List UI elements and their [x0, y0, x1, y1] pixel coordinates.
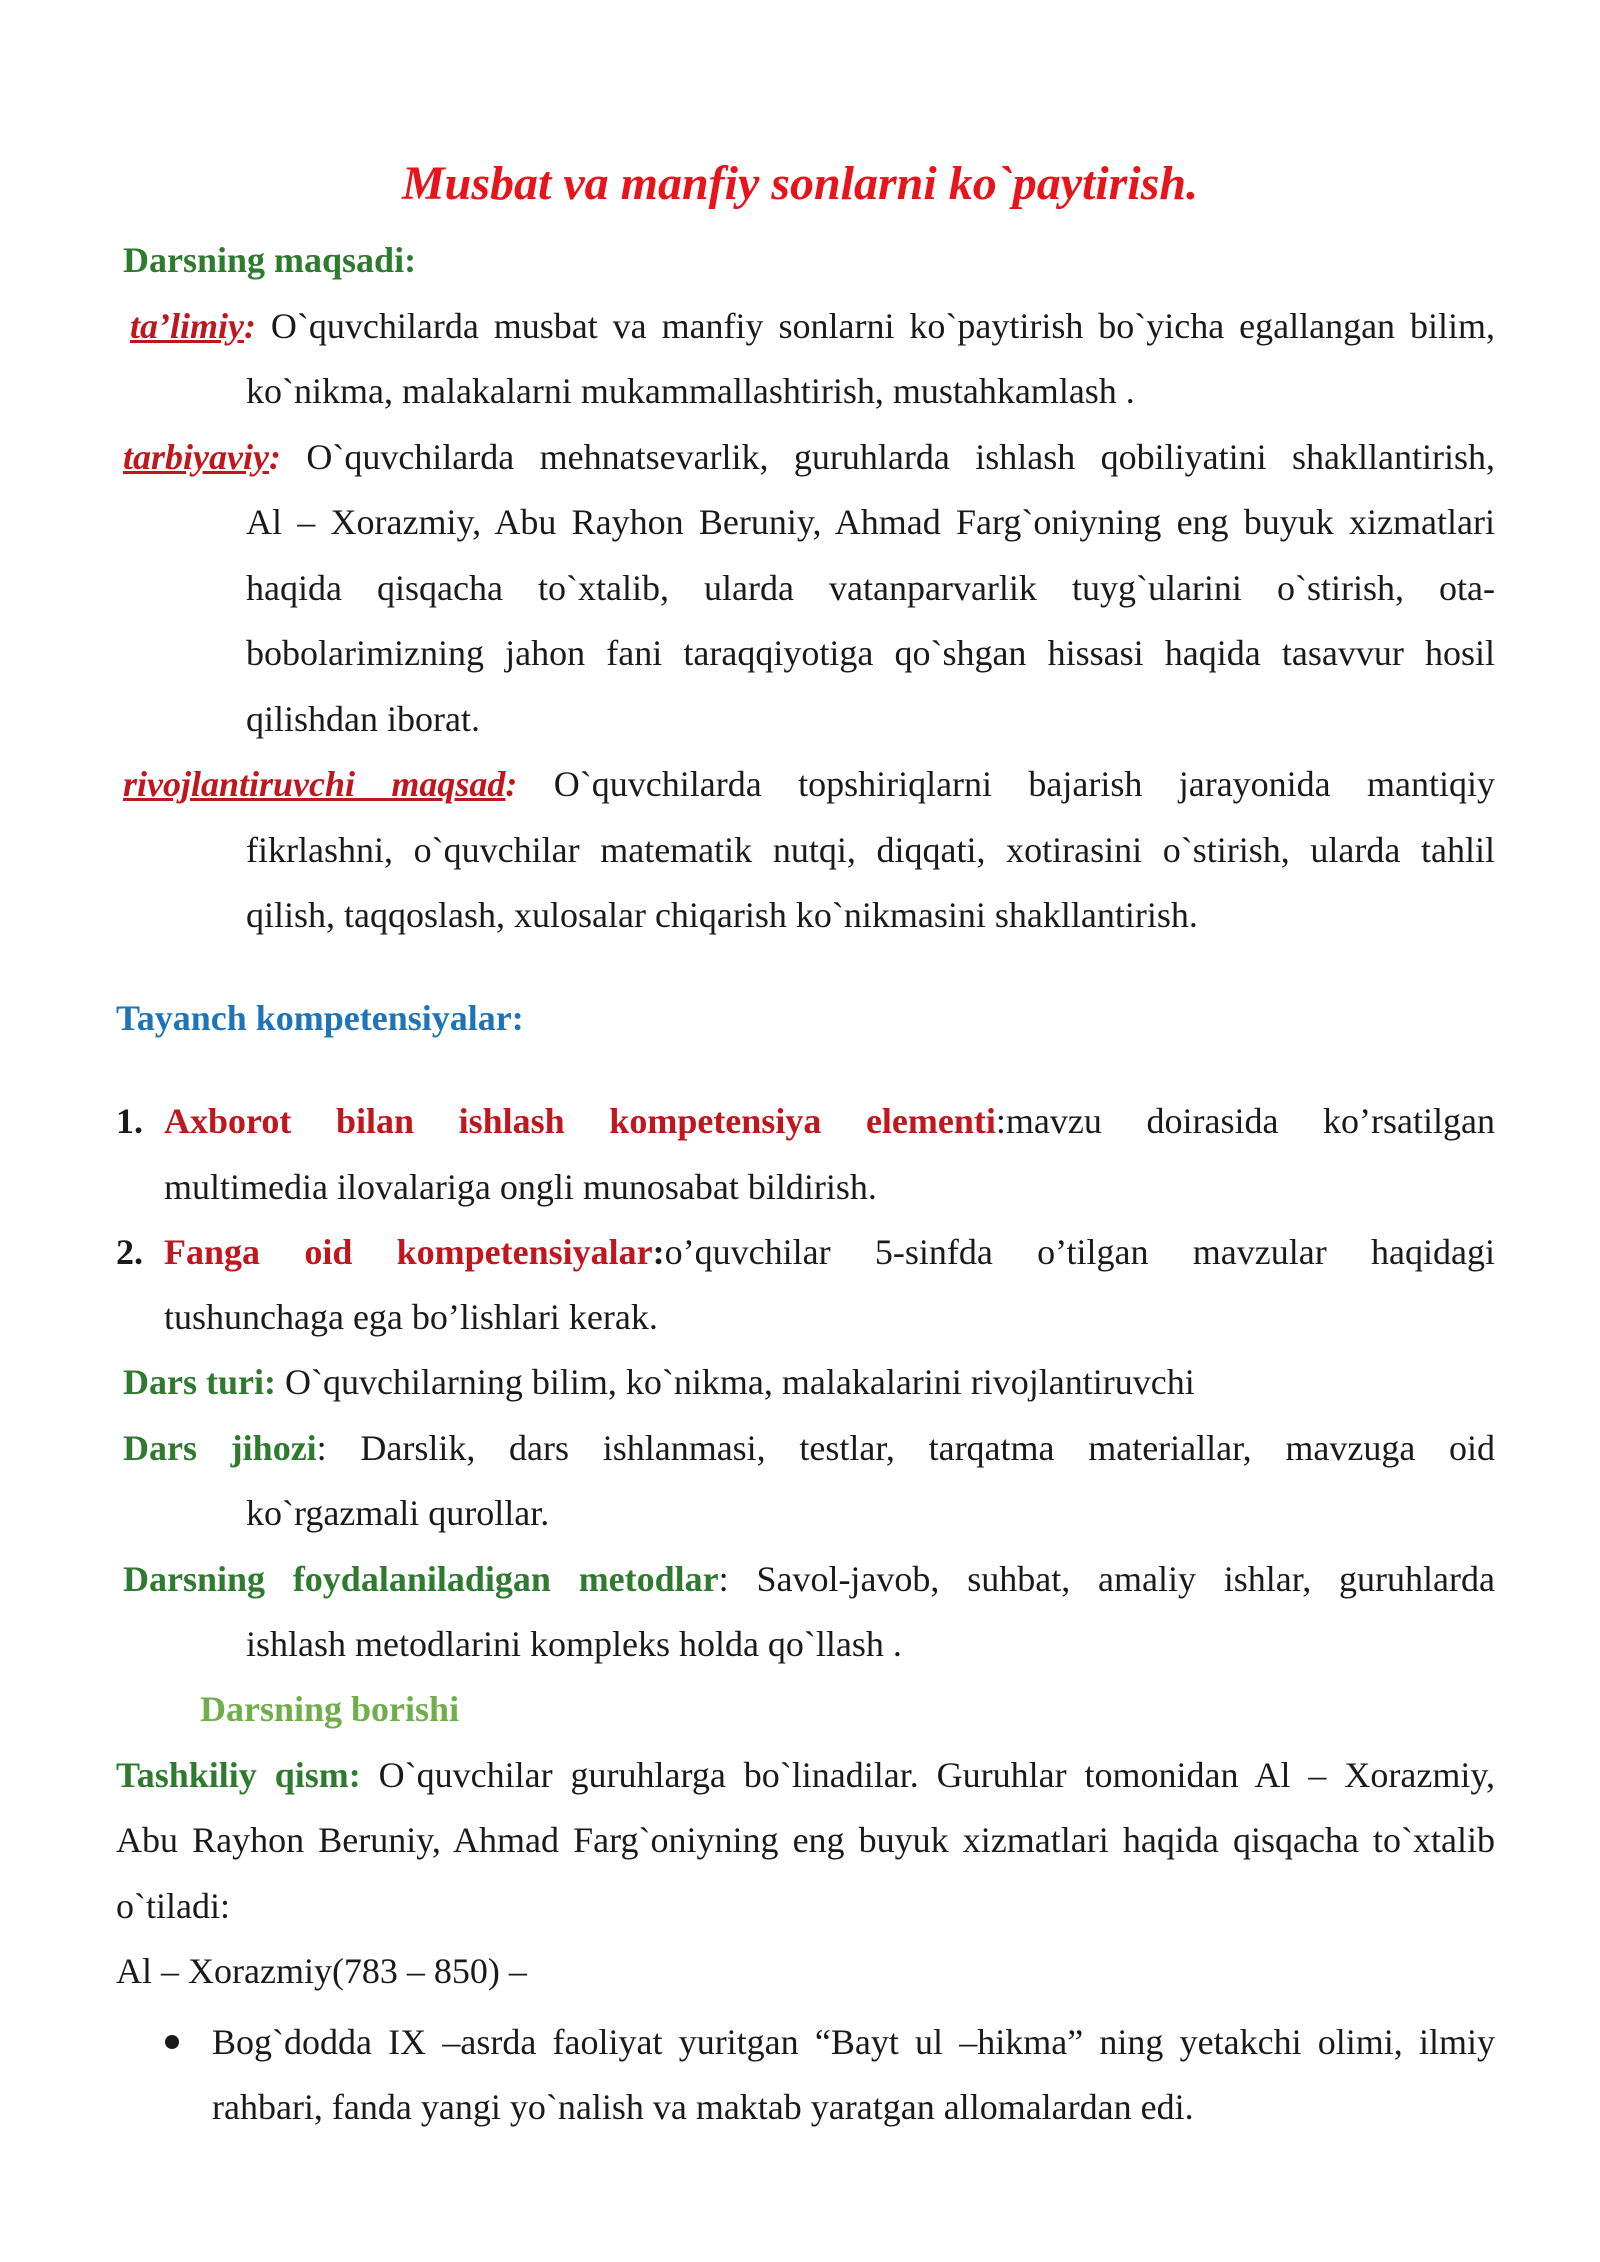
borishi-heading — [200, 1687, 459, 1731]
tarbiyaviy-text-2: Al – Xorazmiy, Abu Rayhon Beruniy, Ahmad Farg`oniyning eng buyuk xizmatlari — [246, 502, 1495, 542]
kompetensiya-item-2-colon: : — [652, 1232, 665, 1272]
metodlar-line-1 — [123, 1557, 1495, 1601]
rivoj-text-1: O`quvchilarda topshiriqlarni bajarish jarayonida mantiqiy — [517, 764, 1496, 804]
tarbiyaviy-text-4: bobolarimizning jahon fani taraqqiyotiga qo`shgan hissasi haqida tasavvur hosil — [246, 633, 1495, 673]
dars-jihozi-label: Dars jihozi — [123, 1428, 317, 1468]
kompetensiya-item-1-text-2: multimedia ilovalariga ongli munosabat bildirish. — [164, 1167, 877, 1207]
tarbiyaviy-label: tarbiyaviy — [123, 437, 269, 477]
tashkiliy-line-1 — [116, 1753, 1495, 1797]
rivoj-text-2: fikrlashni, o`quvchilar matematik nutqi, diqqati, xotirasini o`stirish, ularda tahlil — [246, 830, 1495, 870]
kompetensiya-item-1-line-1 — [164, 1099, 1495, 1143]
kompetensiya-item-2-text-2: tushunchaga ega bo’lishlari kerak. — [164, 1297, 658, 1337]
tarbiyaviy-line-4 — [246, 631, 1495, 675]
kompetensiya-item-2-label: Fanga oid kompetensiyalar — [164, 1232, 653, 1272]
rivoj-line-1 — [123, 762, 1495, 806]
rivoj-line-3 — [246, 893, 1198, 937]
bullet-dot — [165, 2035, 179, 2049]
dars-jihozi-line-1 — [123, 1426, 1495, 1470]
tashkiliy-line-2 — [116, 1818, 1495, 1862]
kompetensiya-item-2-text-1: o’quvchilar 5-sinfda o’tilgan mavzular haqidagi — [664, 1232, 1495, 1272]
xorazmiy-heading — [116, 1949, 527, 1993]
talimiy-colon: : — [243, 306, 256, 346]
kompetensiya-item-1-line-2 — [164, 1165, 877, 1209]
list-number-1: 1. — [116, 1101, 143, 1141]
kompetensiya-num-2 — [116, 1230, 143, 1274]
dars-jihozi-line-2 — [246, 1491, 549, 1535]
tarbiyaviy-line-1 — [123, 435, 1495, 479]
kompetensiya-num-1 — [116, 1099, 143, 1143]
talimiy-text-2: ko`nikma, malakalarni mukammallashtirish, mustahkamlash . — [246, 371, 1135, 411]
borishi-heading-text: Darsning borishi — [200, 1689, 460, 1729]
xorazmiy-heading-text: Al – Xorazmiy(783 – 850) – — [116, 1951, 527, 1991]
dars-turi-line — [123, 1360, 1195, 1404]
rivoj-line-2 — [246, 828, 1495, 872]
kompetensiya-item-1-label: Axborot bilan ishlash kompetensiya elementi — [164, 1101, 996, 1141]
metodlar-line-2 — [246, 1622, 902, 1666]
tashkiliy-text-3: o`tiladi: — [116, 1886, 230, 1926]
rivoj-label: rivojlantiruvchi maqsad — [123, 764, 506, 804]
page-title: Musbat va manfiy sonlarni ko`paytirish. — [401, 157, 1199, 210]
maqsad-heading — [123, 238, 416, 282]
tashkiliy-text-1: O`quvchilar guruhlarga bo`linadilar. Guruhlar tomonidan Al – Xorazmiy, — [360, 1755, 1495, 1795]
tashkiliy-text-2: Abu Rayhon Beruniy, Ahmad Farg`oniyning eng buyuk xizmatlari haqida qisqacha to`xtalib — [116, 1820, 1495, 1860]
maqsad-heading-text: Darsning maqsadi: — [123, 240, 417, 280]
tarbiyaviy-line-3 — [246, 566, 1495, 610]
dars-jihozi-text-1: : Darslik, dars ishlanmasi, testlar, tarqatma materiallar, mavzuga oid — [316, 1428, 1495, 1468]
kompetensiya-item-2-line-1 — [164, 1230, 1495, 1274]
metodlar-label: Darsning foydalaniladigan metodlar — [123, 1559, 719, 1599]
tarbiyaviy-text-3: haqida qisqacha to`xtalib, ularda vatanparvarlik tuyg`ularini o`stirish, ota- — [246, 568, 1495, 608]
rivoj-colon: : — [505, 764, 518, 804]
talimiy-line-1 — [130, 304, 1495, 348]
dars-turi-text: O`quvchilarning bilim, ko`nikma, malakalarini rivojlantiruvchi — [275, 1362, 1195, 1402]
metodlar-text-2: ishlash metodlarini kompleks holda qo`llash . — [246, 1624, 902, 1664]
xorazmiy-bullet-line-1 — [212, 2020, 1495, 2064]
tarbiyaviy-text-1: O`quvchilarda mehnatsevarlik, guruhlarda ishlash qobiliyatini shakllantirish, — [280, 437, 1495, 477]
tarbiyaviy-line-2 — [246, 500, 1495, 544]
list-number-2: 2. — [116, 1232, 143, 1272]
dars-turi-label: Dars turi: — [123, 1362, 276, 1402]
talimiy-line-2 — [246, 369, 1135, 413]
tarbiyaviy-line-5 — [246, 697, 480, 741]
tashkiliy-label: Tashkiliy qism: — [116, 1755, 361, 1795]
kompetensiya-item-2-line-2 — [164, 1295, 658, 1339]
tarbiyaviy-colon: : — [268, 437, 281, 477]
kompetensiya-heading — [116, 996, 524, 1040]
tashkiliy-line-3 — [116, 1884, 230, 1928]
rivoj-text-3: qilish, taqqoslash, xulosalar chiqarish ko`nikmasini shakllantirish. — [246, 895, 1198, 935]
kompetensiya-item-1-text-1: :mavzu doirasida ko’rsatilgan — [995, 1101, 1495, 1141]
kompetensiya-heading-text: Tayanch kompetensiyalar: — [116, 998, 524, 1038]
metodlar-text-1: : Savol-javob, suhbat, amaliy ishlar, guruhlarda — [718, 1559, 1495, 1599]
xorazmiy-bullet-text-1: Bog`dodda IX –asrda faoliyat yuritgan “Bayt ul –hikma” ning yetakchi olimi, ilmiy — [212, 2022, 1495, 2062]
tarbiyaviy-text-5: qilishdan iborat. — [246, 699, 480, 739]
talimiy-label: ta’limiy — [130, 306, 244, 346]
xorazmiy-bullet-text-2: rahbari, fanda yangi yo`nalish va maktab yaratgan allomalardan edi. — [212, 2087, 1194, 2127]
talimiy-text-1: O`quvchilarda musbat va manfiy sonlarni ko`paytirish bo`yicha egallangan bilim, — [255, 306, 1495, 346]
xorazmiy-bullet-line-2 — [212, 2085, 1194, 2129]
dars-jihozi-text-2: ko`rgazmali qurollar. — [246, 1493, 550, 1533]
